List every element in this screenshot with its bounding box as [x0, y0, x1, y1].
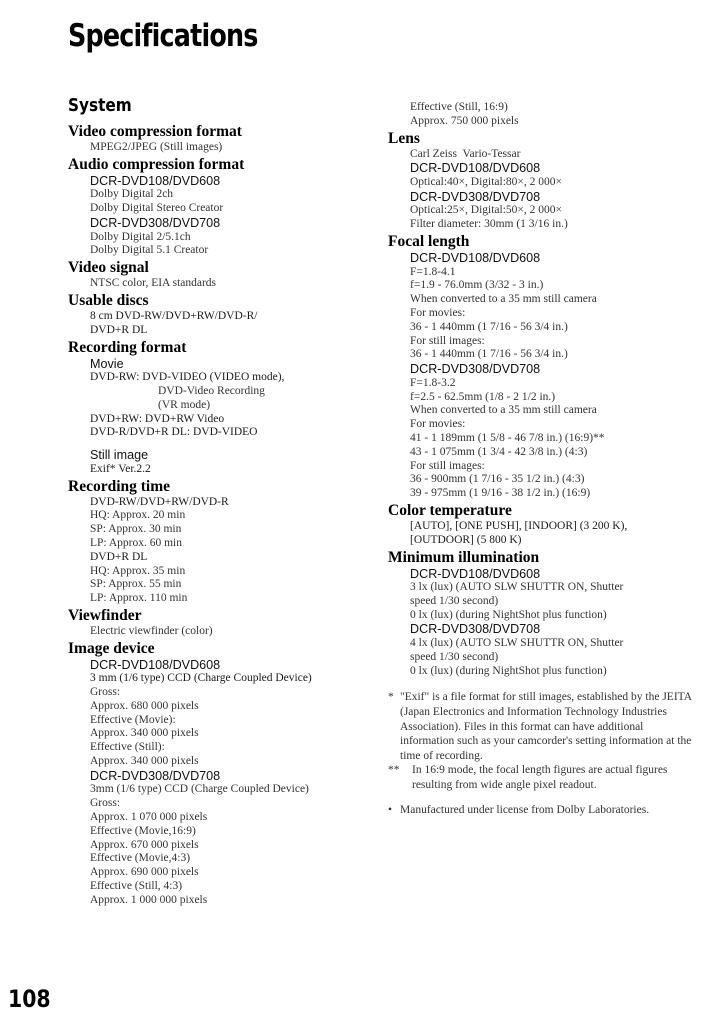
spec-line: [90, 440, 368, 448]
page-number: 108: [8, 985, 51, 1013]
section-body: [90, 357, 368, 477]
section-body: [90, 310, 368, 338]
spec-line: Approx. 690 000 pixels: [90, 866, 199, 879]
spec-line: SP: Approx. 55 min: [90, 578, 182, 591]
model-label: DCR-DVD308/DVD708: [90, 215, 221, 230]
spec-line: (VR mode): [158, 398, 211, 411]
spec-line: Gross:: [90, 797, 121, 810]
section-body: [90, 496, 368, 606]
spec-line: For still images:: [410, 459, 485, 472]
section-title: Image device: [68, 639, 155, 657]
spec-line: Optical:40×, Digital:80×, 2 000×: [410, 175, 563, 188]
spec-section: [68, 607, 368, 639]
spec-line: When converted to a 35 mm still camera: [410, 404, 597, 417]
spec-line: 36 - 1 440mm (1 7/16 - 56 3/4 in.): [410, 348, 568, 361]
section-body: [410, 148, 714, 232]
spec-line: F=1.8-3.2: [410, 376, 456, 389]
spec-line: Effective (Still, 4:3): [90, 880, 183, 893]
footnote: [388, 690, 696, 763]
model-label: DCR-DVD108/DVD608: [410, 250, 541, 265]
spec-line: For movies:: [410, 306, 466, 319]
spec-line: 39 - 975mm (1 9/16 - 38 1/2 in.) (16:9): [410, 487, 591, 500]
section-title: Focal length: [388, 232, 470, 250]
spec-line: Approx. 1 070 000 pixels: [90, 811, 208, 824]
right-sections: [388, 130, 714, 679]
section-title: Recording format: [68, 338, 187, 356]
spec-line: f=1.9 - 76.0mm (3/32 - 3 in.): [410, 279, 544, 292]
section-body: [90, 141, 368, 155]
spec-line: Dolby Digital 2ch: [90, 188, 174, 201]
spec-line: DVD-RW/DVD+RW/DVD-R: [90, 495, 229, 508]
section-body: [90, 277, 368, 291]
footnote-text: Manufactured under license from Dolby Laboratories.: [400, 803, 650, 816]
left-sections: [68, 123, 368, 908]
spec-line: Exif* Ver.2.2: [90, 462, 151, 475]
section-title: Video compression format: [68, 123, 242, 140]
spec-line: 0 lx (lux) (during NightShot plus function): [410, 608, 607, 621]
section-body: [410, 567, 714, 679]
section-title: Lens: [388, 129, 420, 147]
spec-line: DVD+RW: DVD+RW Video: [90, 412, 225, 425]
footnote-mark: **: [388, 764, 400, 777]
section-title: Video signal: [68, 259, 149, 277]
model-label: DCR-DVD308/DVD708: [410, 362, 541, 377]
section-body: [90, 174, 368, 258]
section-title: Recording time: [68, 477, 171, 495]
spec-line: 36 - 1 440mm (1 7/16 - 56 3/4 in.): [410, 320, 568, 333]
spec-line: Effective (Movie):: [90, 713, 176, 726]
page-title: Specifications: [68, 18, 258, 54]
footnote-text: "Exif" is a file format for still images, established by the JEITA (Japan Electronics and Information Technology Industries Association). Files in this format can have additional information such as your camcorder's setting information at the time of recording.: [400, 691, 692, 762]
section-title: Usable discs: [68, 291, 149, 309]
model-label: Still image: [90, 448, 149, 463]
section-title: Audio compression format: [68, 155, 245, 173]
spec-line: DVD+R DL: [90, 323, 148, 336]
system-heading: System: [68, 95, 132, 116]
spec-line: Approx. 340 000 pixels: [90, 755, 199, 768]
spec-line: Effective (Movie,4:3): [90, 852, 191, 865]
spec-line: Dolby Digital 2/5.1ch: [90, 230, 191, 243]
spec-line: DVD-R/DVD+R DL: DVD-VIDEO: [90, 426, 258, 439]
spec-line: Dolby Digital Stereo Creator: [90, 202, 224, 215]
spec-section: [388, 502, 714, 548]
section-body: [90, 658, 368, 908]
spec-line: Approx. 340 000 pixels: [90, 727, 199, 740]
spec-line: SP: Approx. 30 min: [90, 523, 182, 536]
spec-section: [388, 549, 714, 679]
spec-line: HQ: Approx. 35 min: [90, 564, 186, 577]
spec-line: [AUTO], [ONE PUSH], [INDOOR] (3 200 K),: [410, 519, 628, 532]
spec-section: [68, 259, 368, 291]
spec-line: DVD-RW: DVD-VIDEO (VIDEO mode),: [90, 371, 285, 384]
model-label: DCR-DVD108/DVD608: [90, 657, 221, 672]
spec-line: Effective (Still, 16:9): [410, 101, 508, 113]
right-column: [388, 101, 714, 817]
spec-line: Approx. 1 000 000 pixels: [90, 893, 208, 906]
spec-line: Approx. 680 000 pixels: [90, 699, 199, 712]
right-top-lines: [410, 101, 714, 129]
footnote-text: In 16:9 mode, the focal length figures are actual figures resulting from wide angle pixel readout.: [412, 764, 668, 792]
model-label: DCR-DVD108/DVD608: [410, 161, 541, 176]
spec-line: 3mm (1/6 type) CCD (Charge Coupled Device): [90, 783, 309, 796]
footnote: [388, 763, 708, 792]
spec-line: When converted to a 35 mm still camera: [410, 293, 597, 306]
spec-line: Effective (Still):: [90, 741, 165, 754]
spec-line: 3 mm (1/6 type) CCD (Charge Coupled Device): [90, 672, 312, 685]
model-label: DCR-DVD108/DVD608: [90, 173, 221, 188]
spec-line: HQ: Approx. 20 min: [90, 509, 186, 522]
spec-line: Carl Zeiss Vario-Tessar: [410, 147, 521, 160]
spec-line: speed 1/30 second): [410, 650, 499, 663]
spec-section: [68, 123, 368, 155]
spec-section: [388, 233, 714, 501]
spec-line: [OUTDOOR] (5 800 K): [410, 533, 522, 546]
spec-line: DVD+R DL: [90, 550, 148, 563]
section-body: [410, 251, 714, 501]
spec-line: Approx. 750 000 pixels: [410, 114, 519, 127]
spec-line: LP: Approx. 60 min: [90, 536, 183, 549]
model-label: DCR-DVD308/DVD708: [90, 768, 221, 783]
model-label: DCR-DVD308/DVD708: [410, 189, 541, 204]
footnote-mark: •: [388, 803, 393, 816]
section-title: Minimum illumination: [388, 548, 540, 566]
spec-line: f=2.5 - 62.5mm (1/8 - 2 1/2 in.): [410, 390, 556, 403]
model-label: DCR-DVD108/DVD608: [410, 566, 541, 581]
left-column: [68, 95, 368, 908]
spec-line: Dolby Digital 5.1 Creator: [90, 244, 209, 257]
spec-line: MPEG2/JPEG (Still images): [90, 141, 223, 153]
section-title: Color temperature: [388, 501, 512, 519]
spec-line: 43 - 1 075mm (1 3/4 - 42 3/8 in.) (4:3): [410, 445, 588, 458]
spec-line: Electric viewfinder (color): [90, 624, 213, 637]
model-label: Movie: [90, 356, 124, 371]
section-body: [410, 520, 714, 548]
spec-line: speed 1/30 second): [410, 594, 499, 607]
spec-line: 41 - 1 189mm (1 5/8 - 46 7/8 in.) (16:9)**: [410, 431, 605, 444]
license-note: [388, 803, 696, 818]
spec-line: F=1.8-4.1: [410, 265, 456, 278]
footnotes: [388, 690, 714, 817]
section-body: [90, 625, 368, 639]
spec-line: Filter diameter: 30mm (1 3/16 in.): [410, 218, 568, 231]
spec-section: [388, 130, 714, 232]
spec-line: LP: Approx. 110 min: [90, 592, 188, 605]
spec-section: [68, 339, 368, 477]
spec-line: Approx. 670 000 pixels: [90, 838, 199, 851]
spec-line: Gross:: [90, 686, 121, 699]
spec-section: [68, 640, 368, 908]
spec-line: 8 cm DVD-RW/DVD+RW/DVD-R/: [90, 309, 258, 322]
spec-line: 0 lx (lux) (during NightShot plus function): [410, 664, 607, 677]
spec-line: For movies:: [410, 418, 466, 431]
spec-line: DVD-Video Recording: [158, 384, 265, 397]
spec-line: 4 lx (lux) (AUTO SLW SHUTTR ON, Shutter: [410, 637, 624, 650]
spec-section: [68, 156, 368, 258]
spec-line: Effective (Movie,16:9): [90, 824, 196, 837]
spec-section: [68, 478, 368, 606]
model-label: DCR-DVD308/DVD708: [410, 622, 541, 637]
spec-line: For still images:: [410, 334, 485, 347]
spec-section: [68, 292, 368, 338]
spec-line: NTSC color, EIA standards: [90, 277, 217, 290]
footnote-mark: *: [388, 691, 394, 704]
spec-line: 3 lx (lux) (AUTO SLW SHUTTR ON, Shutter: [410, 581, 624, 594]
spec-line: Optical:25×, Digital:50×, 2 000×: [410, 204, 563, 217]
spec-line: 36 - 900mm (1 7/16 - 35 1/2 in.) (4:3): [410, 473, 585, 486]
section-title: Viewfinder: [68, 606, 142, 624]
